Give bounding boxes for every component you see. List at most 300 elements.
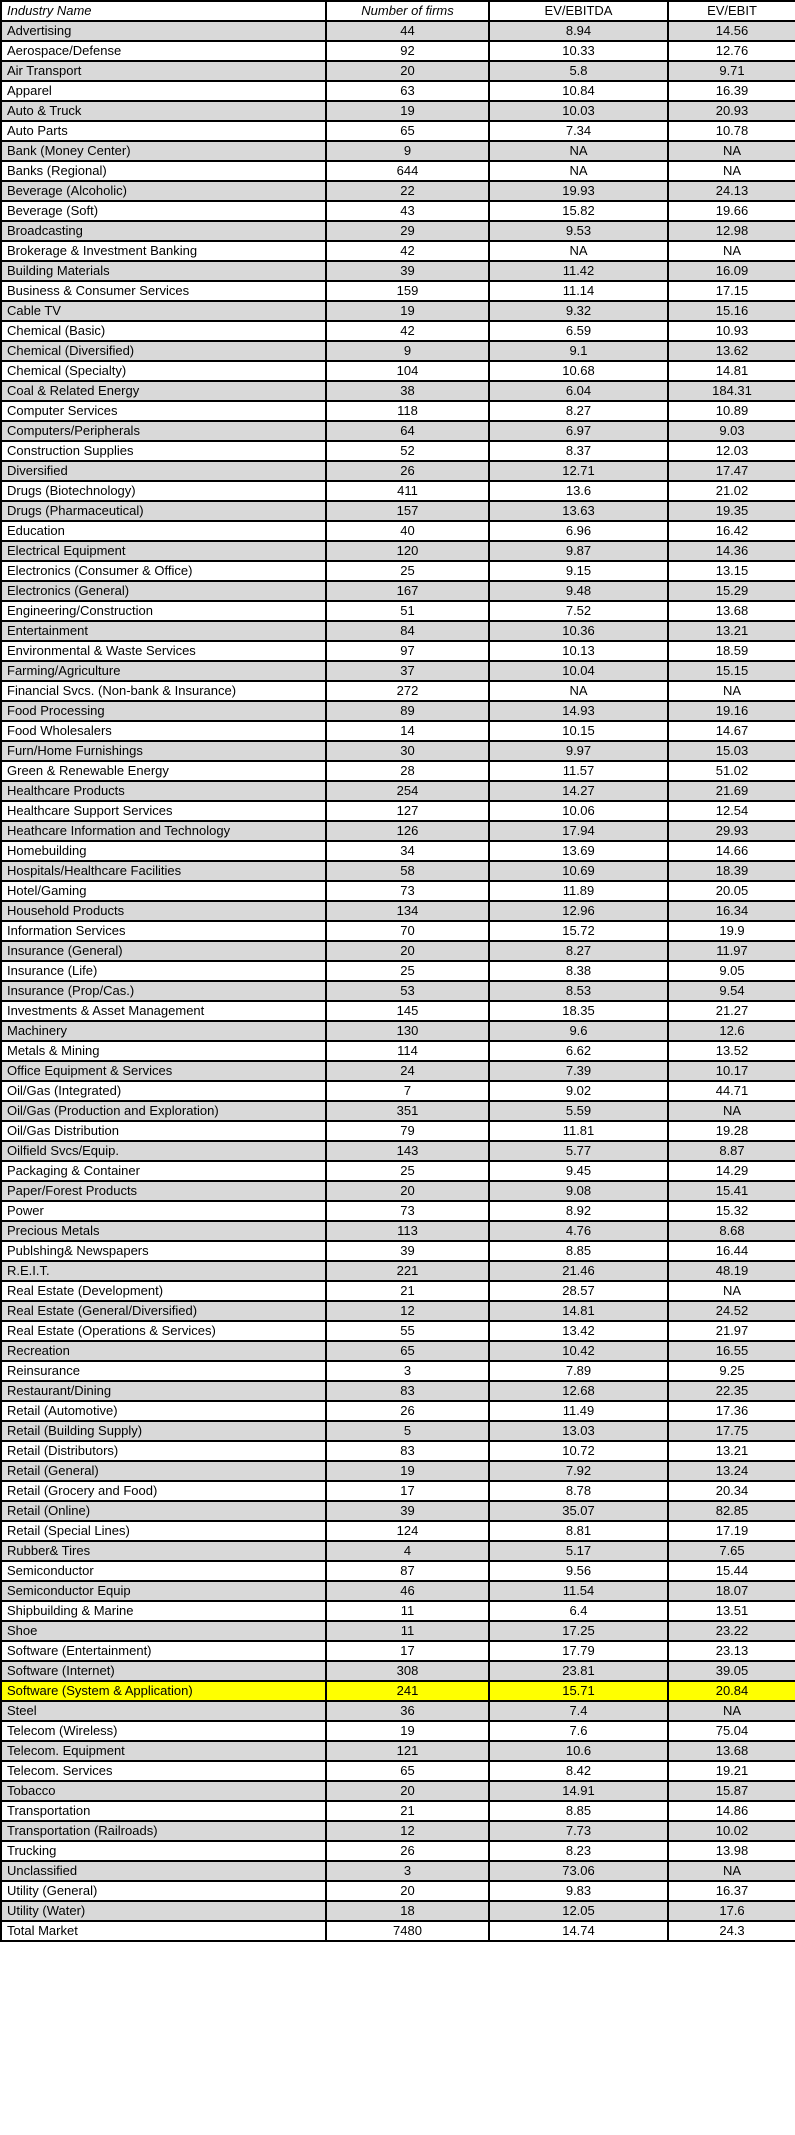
firms-cell: 29 [326, 221, 489, 241]
industry-name-cell: Retail (Building Supply) [1, 1421, 326, 1441]
industry-name-cell: Green & Renewable Energy [1, 761, 326, 781]
ev-ebit-cell: 15.41 [668, 1181, 795, 1201]
ev-ebit-cell: 15.03 [668, 741, 795, 761]
table-row [1, 1861, 795, 1881]
industry-name-cell: Steel [1, 1701, 326, 1721]
industry-name-cell: Packaging & Container [1, 1161, 326, 1181]
industry-name-cell: Transportation (Railroads) [1, 1821, 326, 1841]
ev-ebit-cell: 17.36 [668, 1401, 795, 1421]
table-row [1, 201, 795, 221]
ev-ebitda-cell: 8.78 [489, 1481, 668, 1501]
ev-ebitda-cell: 11.89 [489, 881, 668, 901]
ev-ebitda-cell: NA [489, 241, 668, 261]
table-row [1, 41, 795, 61]
ev-ebit-cell: NA [668, 1701, 795, 1721]
ev-ebitda-cell: 5.77 [489, 1141, 668, 1161]
ev-ebitda-cell: 10.04 [489, 661, 668, 681]
ev-ebitda-cell: 13.03 [489, 1421, 668, 1441]
industry-name-cell: Retail (Online) [1, 1501, 326, 1521]
industry-name-cell: Beverage (Soft) [1, 201, 326, 221]
firms-cell: 120 [326, 541, 489, 561]
ev-ebitda-cell: 11.42 [489, 261, 668, 281]
industry-name-cell: Farming/Agriculture [1, 661, 326, 681]
industry-name-cell: Oil/Gas (Production and Exploration) [1, 1101, 326, 1121]
ev-ebitda-cell: 13.69 [489, 841, 668, 861]
ev-ebit-cell: 184.31 [668, 381, 795, 401]
firms-cell: 43 [326, 201, 489, 221]
industry-name-cell: Chemical (Basic) [1, 321, 326, 341]
firms-cell: 644 [326, 161, 489, 181]
ev-ebitda-cell: 8.23 [489, 1841, 668, 1861]
table-row [1, 161, 795, 181]
ev-ebit-cell: 13.52 [668, 1041, 795, 1061]
ev-ebit-cell: 82.85 [668, 1501, 795, 1521]
industry-name-cell: Oilfield Svcs/Equip. [1, 1141, 326, 1161]
ev-ebitda-cell: 10.84 [489, 81, 668, 101]
firms-cell: 83 [326, 1381, 489, 1401]
firms-cell: 55 [326, 1321, 489, 1341]
industry-name-cell: Real Estate (Development) [1, 1281, 326, 1301]
industry-name-cell: Oil/Gas Distribution [1, 1121, 326, 1141]
industry-name-cell: Office Equipment & Services [1, 1061, 326, 1081]
ev-ebit-cell: 24.52 [668, 1301, 795, 1321]
firms-cell: 7 [326, 1081, 489, 1101]
firms-cell: 11 [326, 1601, 489, 1621]
ev-ebitda-cell: 11.49 [489, 1401, 668, 1421]
ev-ebitda-cell: 8.94 [489, 21, 668, 41]
ev-ebit-cell: NA [668, 1101, 795, 1121]
ev-ebitda-cell: 10.03 [489, 101, 668, 121]
ev-ebit-cell: 12.6 [668, 1021, 795, 1041]
table-row [1, 1081, 795, 1101]
ev-ebit-cell: 17.6 [668, 1901, 795, 1921]
firms-cell: 20 [326, 61, 489, 81]
firms-cell: 12 [326, 1821, 489, 1841]
table-row [1, 1021, 795, 1041]
firms-cell: 92 [326, 41, 489, 61]
table-row [1, 1041, 795, 1061]
industry-name-cell: Software (Internet) [1, 1661, 326, 1681]
firms-cell: 58 [326, 861, 489, 881]
ev-ebit-cell: 8.68 [668, 1221, 795, 1241]
industry-name-cell: Auto & Truck [1, 101, 326, 121]
ev-ebitda-cell: 23.81 [489, 1661, 668, 1681]
firms-cell: 46 [326, 1581, 489, 1601]
ev-ebitda-cell: 73.06 [489, 1861, 668, 1881]
industry-name-cell: Education [1, 521, 326, 541]
firms-cell: 70 [326, 921, 489, 941]
table-row [1, 121, 795, 141]
industry-name-cell: Computer Services [1, 401, 326, 421]
ev-ebitda-cell: 18.35 [489, 1001, 668, 1021]
industry-name-cell: Hospitals/Healthcare Facilities [1, 861, 326, 881]
ev-ebitda-cell: 11.14 [489, 281, 668, 301]
ev-ebit-cell: 7.65 [668, 1541, 795, 1561]
firms-cell: 42 [326, 241, 489, 261]
ev-ebitda-cell: 9.87 [489, 541, 668, 561]
table-row [1, 861, 795, 881]
firms-cell: 9 [326, 141, 489, 161]
ev-ebitda-cell: 10.68 [489, 361, 668, 381]
ev-ebit-cell: 14.81 [668, 361, 795, 381]
firms-cell: 254 [326, 781, 489, 801]
ev-ebitda-cell: 21.46 [489, 1261, 668, 1281]
ev-ebitda-cell: 6.62 [489, 1041, 668, 1061]
table-row-highlighted [1, 1681, 795, 1701]
ev-ebitda-cell: 10.33 [489, 41, 668, 61]
firms-cell: 221 [326, 1261, 489, 1281]
firms-cell: 34 [326, 841, 489, 861]
industry-name-cell: Insurance (Life) [1, 961, 326, 981]
ev-ebit-cell: 21.02 [668, 481, 795, 501]
ev-ebit-cell: 16.37 [668, 1881, 795, 1901]
ev-ebit-cell: 14.66 [668, 841, 795, 861]
ev-ebitda-cell: 10.06 [489, 801, 668, 821]
ev-ebit-cell: 29.93 [668, 821, 795, 841]
ev-ebit-cell: 9.03 [668, 421, 795, 441]
firms-cell: 19 [326, 301, 489, 321]
ev-ebit-cell: 21.69 [668, 781, 795, 801]
industry-name-cell: Retail (Grocery and Food) [1, 1481, 326, 1501]
table-row [1, 461, 795, 481]
table-row [1, 1181, 795, 1201]
industry-name-cell: Semiconductor [1, 1561, 326, 1581]
ev-ebit-cell: 16.55 [668, 1341, 795, 1361]
industry-name-cell: Transportation [1, 1801, 326, 1821]
ev-ebit-cell: 9.54 [668, 981, 795, 1001]
industry-name-cell: Telecom. Equipment [1, 1741, 326, 1761]
firms-cell: 18 [326, 1901, 489, 1921]
ev-ebitda-cell: 8.53 [489, 981, 668, 1001]
ev-ebitda-cell: 6.59 [489, 321, 668, 341]
ev-ebitda-cell: 15.71 [489, 1681, 668, 1701]
ev-ebit-cell: 21.27 [668, 1001, 795, 1021]
firms-cell: 37 [326, 661, 489, 681]
ev-ebit-cell: 14.67 [668, 721, 795, 741]
table-row [1, 1661, 795, 1681]
table-row [1, 1561, 795, 1581]
table-row [1, 501, 795, 521]
industry-name-cell: Cable TV [1, 301, 326, 321]
firms-cell: 7480 [326, 1921, 489, 1941]
ev-ebitda-cell: 13.6 [489, 481, 668, 501]
table-row [1, 801, 795, 821]
firms-cell: 19 [326, 1721, 489, 1741]
industry-name-cell: Homebuilding [1, 841, 326, 861]
industry-name-cell: Rubber& Tires [1, 1541, 326, 1561]
ev-ebitda-cell: 19.93 [489, 181, 668, 201]
industry-name-cell: Electronics (Consumer & Office) [1, 561, 326, 581]
table-row [1, 961, 795, 981]
ev-ebitda-cell: 9.1 [489, 341, 668, 361]
industry-name-cell: Diversified [1, 461, 326, 481]
ev-ebit-cell: 18.59 [668, 641, 795, 661]
table-row [1, 1341, 795, 1361]
ev-ebit-cell: 15.29 [668, 581, 795, 601]
table-row [1, 681, 795, 701]
ev-ebit-cell: 20.84 [668, 1681, 795, 1701]
table-row [1, 781, 795, 801]
table-row [1, 901, 795, 921]
table-row [1, 1621, 795, 1641]
ev-ebitda-cell: 9.97 [489, 741, 668, 761]
table-row [1, 221, 795, 241]
ev-ebitda-cell: 9.45 [489, 1161, 668, 1181]
ev-ebit-cell: 19.66 [668, 201, 795, 221]
firms-cell: 64 [326, 421, 489, 441]
firms-cell: 143 [326, 1141, 489, 1161]
ev-ebit-cell: 8.87 [668, 1141, 795, 1161]
table-row [1, 761, 795, 781]
industry-name-cell: Electrical Equipment [1, 541, 326, 561]
industry-name-cell: Healthcare Support Services [1, 801, 326, 821]
industry-name-cell: Electronics (General) [1, 581, 326, 601]
ev-ebitda-cell: 35.07 [489, 1501, 668, 1521]
firms-cell: 104 [326, 361, 489, 381]
ev-ebit-cell: 13.15 [668, 561, 795, 581]
industry-name-cell: Publshing& Newspapers [1, 1241, 326, 1261]
firms-cell: 25 [326, 1161, 489, 1181]
firms-cell: 20 [326, 1781, 489, 1801]
industry-name-cell: Telecom. Services [1, 1761, 326, 1781]
ev-ebit-cell: 13.51 [668, 1601, 795, 1621]
ev-ebitda-cell: 8.81 [489, 1521, 668, 1541]
ev-ebitda-cell: 5.17 [489, 1541, 668, 1561]
table-row [1, 61, 795, 81]
ev-ebitda-cell: 11.81 [489, 1121, 668, 1141]
industry-name-cell: Heathcare Information and Technology [1, 821, 326, 841]
table-row [1, 441, 795, 461]
table-row [1, 1421, 795, 1441]
header-row [1, 1, 795, 21]
firms-cell: 44 [326, 21, 489, 41]
ev-ebit-cell: 18.07 [668, 1581, 795, 1601]
ev-ebit-cell: 12.03 [668, 441, 795, 461]
firms-cell: 97 [326, 641, 489, 661]
industry-name-cell: Coal & Related Energy [1, 381, 326, 401]
table-row [1, 321, 795, 341]
ev-ebitda-cell: 15.72 [489, 921, 668, 941]
table-row [1, 1241, 795, 1261]
table-row [1, 1441, 795, 1461]
ev-ebitda-cell: 10.42 [489, 1341, 668, 1361]
ev-ebit-cell: 15.44 [668, 1561, 795, 1581]
table-row [1, 381, 795, 401]
industry-name-cell: R.E.I.T. [1, 1261, 326, 1281]
ev-ebit-cell: 16.44 [668, 1241, 795, 1261]
ev-ebitda-cell: NA [489, 141, 668, 161]
industry-name-cell: Retail (Automotive) [1, 1401, 326, 1421]
industry-name-cell: Air Transport [1, 61, 326, 81]
table-row [1, 921, 795, 941]
ev-ebitda-cell: 9.53 [489, 221, 668, 241]
industry-name-cell: Brokerage & Investment Banking [1, 241, 326, 261]
ev-ebitda-cell: 28.57 [489, 1281, 668, 1301]
table-row [1, 981, 795, 1001]
industry-name-cell: Power [1, 1201, 326, 1221]
table-row [1, 1821, 795, 1841]
ev-ebit-cell: 14.56 [668, 21, 795, 41]
industry-name-cell: Unclassified [1, 1861, 326, 1881]
ev-ebit-cell: 20.34 [668, 1481, 795, 1501]
firms-cell: 26 [326, 1401, 489, 1421]
firms-cell: 79 [326, 1121, 489, 1141]
table-row [1, 841, 795, 861]
industry-name-cell: Entertainment [1, 621, 326, 641]
table-row [1, 641, 795, 661]
firms-cell: 65 [326, 1761, 489, 1781]
firms-cell: 63 [326, 81, 489, 101]
industry-name-cell: Food Wholesalers [1, 721, 326, 741]
industry-name-cell: Auto Parts [1, 121, 326, 141]
ev-ebitda-cell: 17.79 [489, 1641, 668, 1661]
ev-ebitda-cell: 13.42 [489, 1321, 668, 1341]
table-row [1, 721, 795, 741]
firms-cell: 20 [326, 1881, 489, 1901]
ev-ebit-cell: 16.39 [668, 81, 795, 101]
industry-name-cell: Chemical (Specialty) [1, 361, 326, 381]
ev-ebitda-cell: 8.92 [489, 1201, 668, 1221]
industry-name-cell: Beverage (Alcoholic) [1, 181, 326, 201]
ev-ebit-cell: 39.05 [668, 1661, 795, 1681]
industry-name-cell: Oil/Gas (Integrated) [1, 1081, 326, 1101]
ev-ebit-cell: 9.05 [668, 961, 795, 981]
ev-ebitda-cell: 5.59 [489, 1101, 668, 1121]
firms-cell: 26 [326, 1841, 489, 1861]
ev-ebit-cell: 13.68 [668, 601, 795, 621]
firms-cell: 39 [326, 261, 489, 281]
industry-name-cell: Insurance (General) [1, 941, 326, 961]
ev-ebit-cell: 19.9 [668, 921, 795, 941]
ev-ebitda-cell: 8.42 [489, 1761, 668, 1781]
ev-ebitda-cell: 12.71 [489, 461, 668, 481]
ev-ebit-cell: 15.87 [668, 1781, 795, 1801]
ev-ebitda-cell: 8.38 [489, 961, 668, 981]
industry-name-cell: Retail (Special Lines) [1, 1521, 326, 1541]
table-row [1, 1781, 795, 1801]
industry-name-cell: Trucking [1, 1841, 326, 1861]
industry-name-cell: Machinery [1, 1021, 326, 1041]
table-row [1, 1481, 795, 1501]
ev-ebit-cell: NA [668, 141, 795, 161]
ev-ebit-cell: 16.42 [668, 521, 795, 541]
ev-ebitda-cell: 8.27 [489, 941, 668, 961]
ev-ebitda-cell: 9.6 [489, 1021, 668, 1041]
industry-name-cell: Precious Metals [1, 1221, 326, 1241]
industry-name-cell: Paper/Forest Products [1, 1181, 326, 1201]
ev-ebit-cell: 10.17 [668, 1061, 795, 1081]
firms-cell: 30 [326, 741, 489, 761]
ev-ebitda-cell: 6.04 [489, 381, 668, 401]
table-row [1, 1281, 795, 1301]
table-row [1, 1301, 795, 1321]
firms-cell: 20 [326, 1181, 489, 1201]
table-row [1, 1061, 795, 1081]
industry-name-cell: Recreation [1, 1341, 326, 1361]
firms-cell: 17 [326, 1641, 489, 1661]
firms-cell: 36 [326, 1701, 489, 1721]
table-row [1, 741, 795, 761]
table-row [1, 821, 795, 841]
firms-cell: 411 [326, 481, 489, 501]
ev-ebit-cell: NA [668, 1281, 795, 1301]
ev-ebit-cell: 13.21 [668, 621, 795, 641]
ev-ebit-cell: NA [668, 1861, 795, 1881]
industry-name-cell: Insurance (Prop/Cas.) [1, 981, 326, 1001]
table-row [1, 21, 795, 41]
table-row [1, 1101, 795, 1121]
industry-name-cell: Shoe [1, 1621, 326, 1641]
ev-ebit-cell: 12.54 [668, 801, 795, 821]
ev-ebit-cell: 16.09 [668, 261, 795, 281]
table-row [1, 1541, 795, 1561]
ev-ebit-cell: 19.16 [668, 701, 795, 721]
industry-name-cell: Building Materials [1, 261, 326, 281]
firms-cell: 26 [326, 461, 489, 481]
table-row [1, 81, 795, 101]
table-row [1, 261, 795, 281]
ev-ebitda-cell: 7.6 [489, 1721, 668, 1741]
table-row [1, 521, 795, 541]
table-row [1, 1641, 795, 1661]
ev-ebitda-cell: 12.96 [489, 901, 668, 921]
ev-ebitda-cell: 9.02 [489, 1081, 668, 1101]
industry-name-cell: Business & Consumer Services [1, 281, 326, 301]
ev-ebitda-cell: 6.4 [489, 1601, 668, 1621]
firms-cell: 241 [326, 1681, 489, 1701]
industry-name-cell: Telecom (Wireless) [1, 1721, 326, 1741]
ev-ebit-cell: 51.02 [668, 761, 795, 781]
industry-name-cell: Shipbuilding & Marine [1, 1601, 326, 1621]
firms-cell: 14 [326, 721, 489, 741]
firms-cell: 39 [326, 1241, 489, 1261]
industry-name-cell: Software (Entertainment) [1, 1641, 326, 1661]
firms-cell: 12 [326, 1301, 489, 1321]
ev-ebit-cell: 15.32 [668, 1201, 795, 1221]
table-row [1, 1501, 795, 1521]
ev-ebit-cell: 17.47 [668, 461, 795, 481]
firms-cell: 84 [326, 621, 489, 641]
ev-ebitda-cell: NA [489, 161, 668, 181]
ev-ebit-cell: 17.15 [668, 281, 795, 301]
table-row [1, 1221, 795, 1241]
firms-cell: 145 [326, 1001, 489, 1021]
ev-ebit-cell: 15.15 [668, 661, 795, 681]
table-body [1, 21, 795, 1941]
firms-cell: 19 [326, 101, 489, 121]
ev-ebit-cell: 13.24 [668, 1461, 795, 1481]
industry-name-cell: Utility (General) [1, 1881, 326, 1901]
industry-name-cell: Broadcasting [1, 221, 326, 241]
ev-ebitda-cell: 5.8 [489, 61, 668, 81]
firms-cell: 11 [326, 1621, 489, 1641]
ev-ebitda-cell: 11.54 [489, 1581, 668, 1601]
ev-ebitda-cell: 14.91 [489, 1781, 668, 1801]
ev-ebit-cell: 13.21 [668, 1441, 795, 1461]
industry-name-cell: Environmental & Waste Services [1, 641, 326, 661]
ev-ebitda-cell: 7.34 [489, 121, 668, 141]
ev-ebit-cell: 14.86 [668, 1801, 795, 1821]
firms-cell: 127 [326, 801, 489, 821]
ev-ebit-cell: 9.25 [668, 1361, 795, 1381]
ev-ebitda-cell: 8.37 [489, 441, 668, 461]
ev-ebit-cell: 18.39 [668, 861, 795, 881]
firms-cell: 25 [326, 961, 489, 981]
ev-ebitda-cell: 9.83 [489, 1881, 668, 1901]
table-row [1, 481, 795, 501]
industry-name-cell: Food Processing [1, 701, 326, 721]
firms-cell: 52 [326, 441, 489, 461]
